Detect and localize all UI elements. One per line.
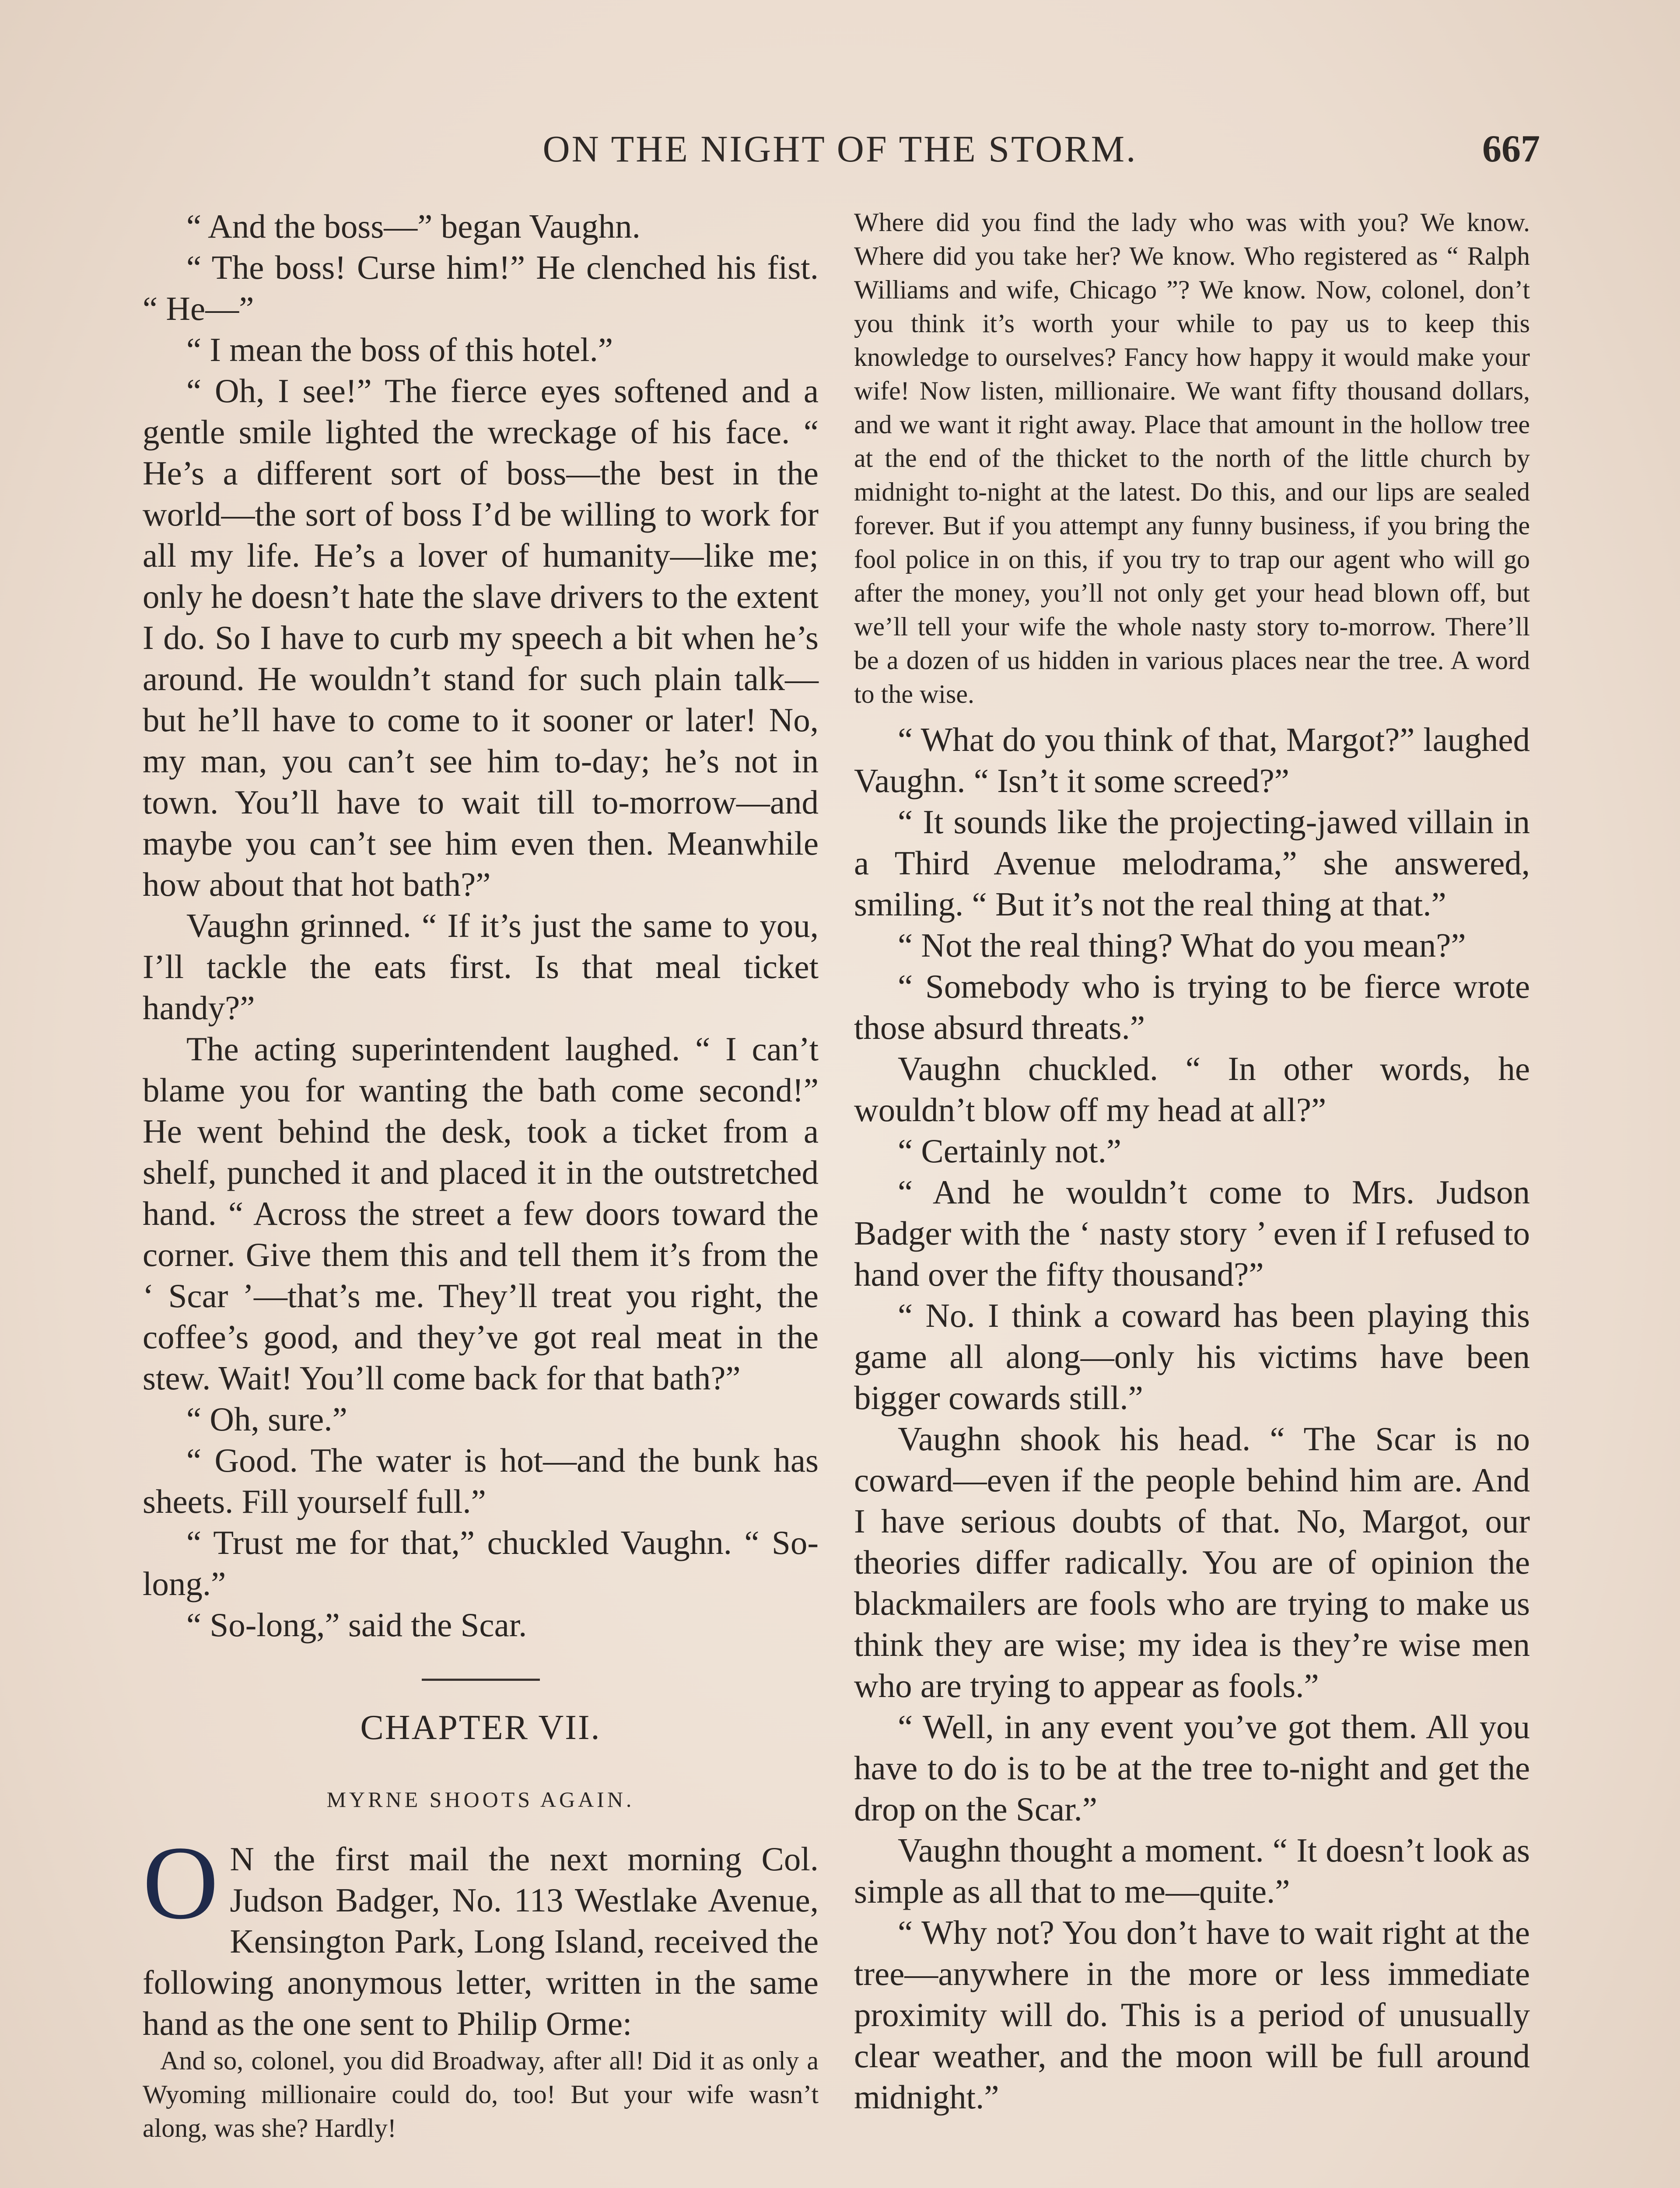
paragraph: Vaughn thought a moment. “ It doesn’t look as simple as all that to me—quite.” [854,1831,1530,1910]
chapter-opening-text: N the first mail the next morning Col. Judson Badger, No. 113 Westlake Avenue, Kensington Park, Long Island, received the following anonymous letter, written in the same hand as the one sent to Philip Orme: [143,1840,819,2042]
paragraph: “ The boss! Curse him!” He clenched his fist. “ He—” [143,249,819,327]
paragraph: “ So-long,” said the Scar. [186,1606,527,1644]
paragraph: “ And he wouldn’t come to Mrs. Judson Badger with the ‘ nasty story ’ even if I refused to hand over the fifty thousand?” [854,1173,1530,1293]
paragraph: “ No. I think a coward has been playing this game all along—only his victims have been bigger cowards still.” [854,1297,1530,1417]
paragraph: “ And the boss—” began Vaughn. [186,207,640,245]
paragraph: “ What do you think of that, Margot?” laughed Vaughn. “ Isn’t it some screed?” [854,721,1530,799]
section-divider [422,1679,540,1681]
paragraph: “ It sounds like the projecting-jawed villain in a Third Avenue melodrama,” she answered, smiling. “ But it’s not the real thing at that.” [854,803,1530,923]
paragraph: The acting superintendent laughed. “ I can’t blame you for wanting the bath come second!” He went behind the desk, took a ticket from a shelf, punched it and placed it in the outstretched hand. “ Across the street a few doors toward the corner. Give them this and tell them it’s from the ‘ Scar ’—that’s me. They’ll treat you right, the coffee’s good, and they’ve got real meat in the stew. Wait! You’ll come back for that bath?” [143,1030,819,1397]
chapter-opening-paragraph [143,1824,819,2044]
paragraph: Vaughn grinned. “ If it’s just the same to you, I’ll tackle the eats first. Is that meal ticket handy?” [143,907,819,1027]
paragraph: “ Trust me for that,” chuckled Vaughn. “ So-long.” [143,1524,819,1602]
paragraph: “ Oh, I see!” The fierce eyes softened and a gentle smile lighted the wreckage of his face. “ He’s a different sort of boss—the best in the world—the sort of boss I’d be willing to work for all my life. He’s a lover of humanity—like me; only he doesn’t hate the slave drivers to the extent I do. So I have to curb my speech a bit when he’s around. He wouldn’t stand for such plain talk—but he’ll have to come to it sooner or later! No, my man, you can’t see him to-day; he’s not in town. You’ll have to wait till to-morrow—and maybe you can’t see him even then. Meanwhile how about that hot bath?” [143,372,819,903]
paragraph: “ Good. The water is hot—and the bunk has sheets. Fill yourself full.” [143,1441,819,1520]
paragraph: “ Well, in any event you’ve got them. All you have to do is to be at the tree to-night and get the drop on the Scar.” [854,1708,1530,1828]
paragraph: “ Oh, sure.” [186,1400,347,1438]
paragraph: “ Not the real thing? What do you mean?” [898,926,1466,964]
paragraph: “ Certainly not.” [898,1132,1122,1170]
left-column [143,206,819,2145]
chapter-title: CHAPTER VII. [360,1708,601,1747]
letter-text-start: And so, colonel, you did Broadway, after all! Did it as only a Wyoming millionaire could do, too! But your wife wasn’t along, was she? Hardly! [143,2046,819,2142]
paragraph: “ I mean the boss of this hotel.” [186,331,613,368]
letter-text-continued: Where did you find the lady who was with you? We know. Where did you take her? We know. Who registered as “ Ralph Williams and wife, Chicago ”? We know. Now, colonel, don’t you think it’s worth your while to pay us to keep this knowledge to ourselves? Fancy how happy it would make your wife! Now listen, millionaire. We want fifty thousand dollars, and we want it right away. Place that amount in the hollow tree at the end of the thicket to the north of the little church by midnight to-night at the latest. Do this, and our lips are sealed forever. But if you attempt any funny business, if you bring the fool police in on this, if you try to trap our agent who will go after the money, you’ll not only get your head blown off, but we’ll tell your wife the whole nasty story to-morrow. There’ll be a dozen of us hidden in various places near the tree. A word to the wise. [854,208,1530,708]
paragraph: “ Somebody who is trying to be fierce wrote those absurd threats.” [854,968,1530,1046]
running-title: ON THE NIGHT OF THE STORM. [542,128,1138,170]
paragraph: “ Why not? You don’t have to wait right at the tree—anywhere in the more or less immediate proximity will do. This is a period of unusually clear weather, and the moon will be full around midnight.” [854,1914,1530,2116]
paragraph: Vaughn shook his head. “ The Scar is no coward—even if the people behind him are. And I have serious doubts of that. No, Margot, our theories differ radically. You are of opinion the blackmailers are fools who are trying to make us think they are wise; my idea is they’re wise men who are trying to appear as fools.” [854,1420,1530,1704]
running-header [140,127,1540,175]
chapter-subtitle: MYRNE SHOOTS AGAIN. [326,1787,635,1812]
page-number: 667 [1482,128,1540,170]
drop-cap: O [143,1824,219,1941]
right-column [854,206,1530,2118]
paragraph: Vaughn chuckled. “ In other words, he wouldn’t blow off my head at all?” [854,1050,1530,1129]
